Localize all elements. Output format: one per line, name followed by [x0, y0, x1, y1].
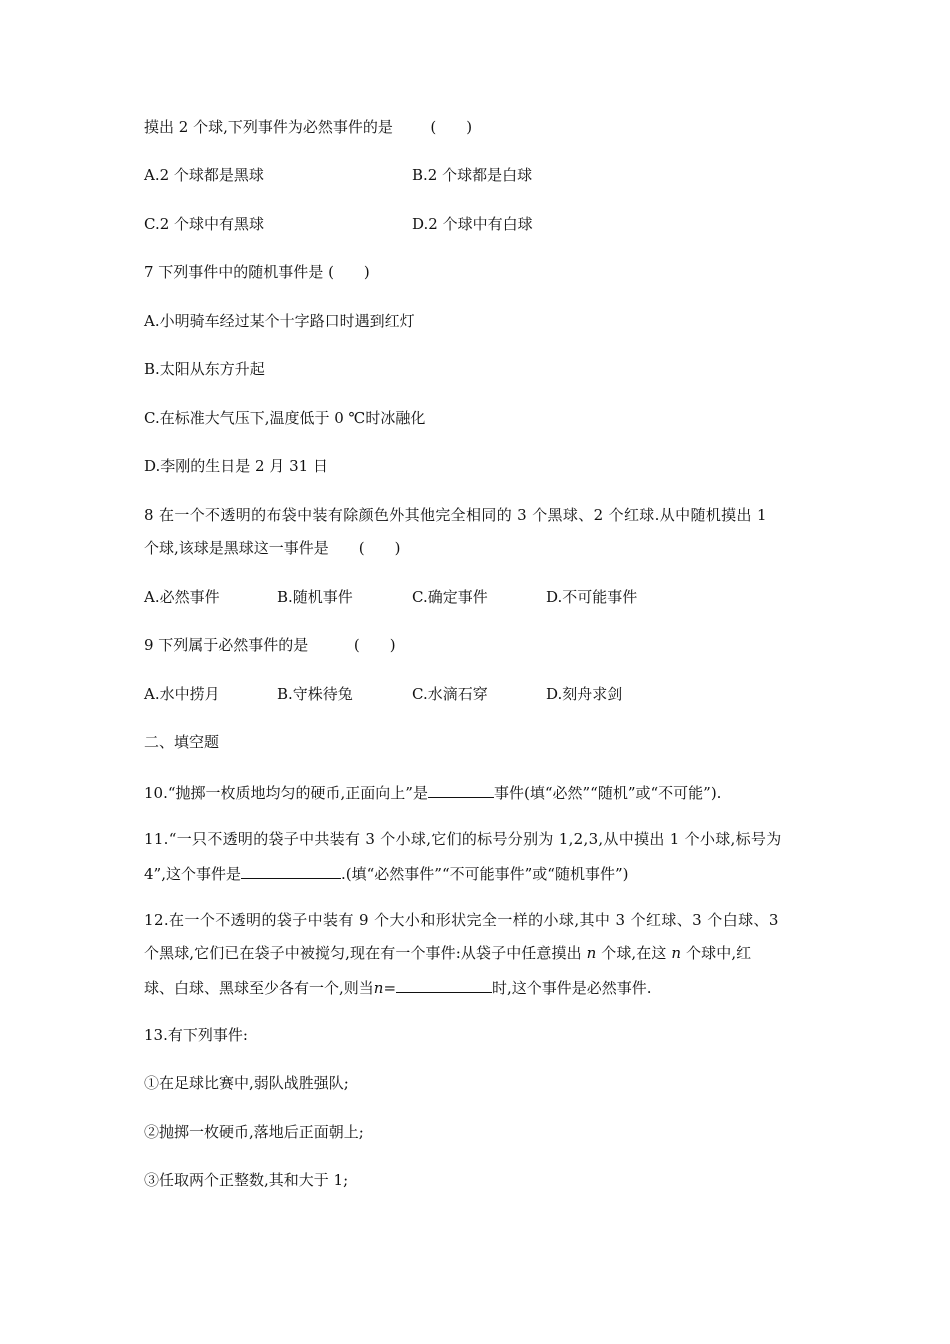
- q9-stem-text: 9 下列属于必然事件的是: [144, 636, 309, 654]
- q6-option-b: B.2 个球都是白球: [412, 166, 533, 184]
- q8-option-c: C.确定事件: [412, 588, 488, 606]
- q6-option-a: A.2 个球都是黑球: [144, 166, 264, 184]
- q10-text-post: 事件(填“必然”“随机”或“不可能”).: [493, 784, 722, 802]
- q6-stem: [144, 117, 472, 137]
- q6-option-c: C.2 个球中有黑球: [144, 215, 265, 233]
- q12-text-post: 时,这个事件是必然事件.: [492, 979, 652, 997]
- q9-option-d: D.刻舟求剑: [546, 685, 623, 703]
- q12-answer-blank[interactable]: [396, 976, 492, 993]
- q12-equals: =: [383, 979, 397, 997]
- q11-line1: 11.“一只不透明的袋子中共装有 3 个小球,它们的标号分别为 1,2,3,从中摸出 1 个小球,标号为: [144, 830, 782, 848]
- section-heading-fill-in: 二、填空题: [144, 733, 220, 751]
- q6-answer-paren: ( ): [430, 118, 473, 136]
- q12-variable-n: n: [671, 944, 682, 962]
- q7-option-b: B.太阳从东方升起: [144, 360, 265, 378]
- q12-line2: [144, 943, 751, 963]
- q13-item-2: ②抛掷一枚硬币,落地后正面朝上;: [144, 1123, 364, 1141]
- q9-option-a: A.水中捞月: [144, 685, 220, 703]
- q10: [144, 781, 721, 803]
- q9-option-c: C.水滴石穿: [412, 685, 488, 703]
- q11-text-pre: 4”,这个事件是: [144, 865, 241, 883]
- q11-answer-blank[interactable]: [241, 862, 341, 879]
- q13-item-1: ①在足球比赛中,弱队战胜强队;: [144, 1074, 349, 1092]
- q12-text-b: 个球,在这: [601, 944, 667, 962]
- q12-variable-n: n: [586, 944, 597, 962]
- q9-option-b: B.守株待兔: [277, 685, 353, 703]
- q9-stem: [144, 635, 396, 655]
- q8-stem-line2: 个球,该球是黑球这一事件是 ( ): [144, 539, 401, 557]
- q10-text-pre: 10.“抛掷一枚质地均匀的硬币,正面向上”是: [144, 784, 428, 802]
- q11-line2: [144, 862, 628, 884]
- q9-answer-paren: ( ): [353, 636, 396, 654]
- q8-option-b: B.随机事件: [277, 588, 353, 606]
- q12-line1: 12.在一个不透明的袋子中装有 9 个大小和形状完全一样的小球,其中 3 个红球、3 个白球、3: [144, 911, 779, 929]
- q7-option-c: C.在标准大气压下,温度低于 0 ℃时冰融化: [144, 409, 426, 427]
- q11-text-post: .(填“必然事件”“不可能事件”或“随机事件”): [340, 865, 629, 883]
- q8-option-d: D.不可能事件: [546, 588, 638, 606]
- q12-variable-n: n: [373, 979, 384, 997]
- q8-stem-line1: 8 在一个不透明的布袋中装有除颜色外其他完全相同的 3 个黑球、2 个红球.从中随机摸出 1: [144, 506, 767, 524]
- q13-stem: 13.有下列事件:: [144, 1026, 248, 1044]
- q6-stem-text: 摸出 2 个球,下列事件为必然事件的是: [144, 118, 393, 136]
- q12-text-c: 个球中,红: [686, 944, 752, 962]
- q7-option-a: A.小明骑车经过某个十字路口时遇到红灯: [144, 312, 415, 330]
- q12-text-a: 个黑球,它们已在袋子中被搅匀,现在有一个事件:从袋子中任意摸出: [144, 944, 582, 962]
- q7-option-d: D.李刚的生日是 2 月 31 日: [144, 457, 328, 475]
- q8-option-a: A.必然事件: [144, 588, 220, 606]
- q12-text-pre: 球、白球、黑球至少各有一个,则当: [144, 979, 374, 997]
- q13-item-3: ③任取两个正整数,其和大于 1;: [144, 1171, 349, 1189]
- q7-stem: 7 下列事件中的随机事件是 ( ): [144, 263, 370, 281]
- q10-answer-blank[interactable]: [428, 781, 494, 798]
- q12-line3: [144, 976, 652, 998]
- q6-option-d: D.2 个球中有白球: [412, 215, 533, 233]
